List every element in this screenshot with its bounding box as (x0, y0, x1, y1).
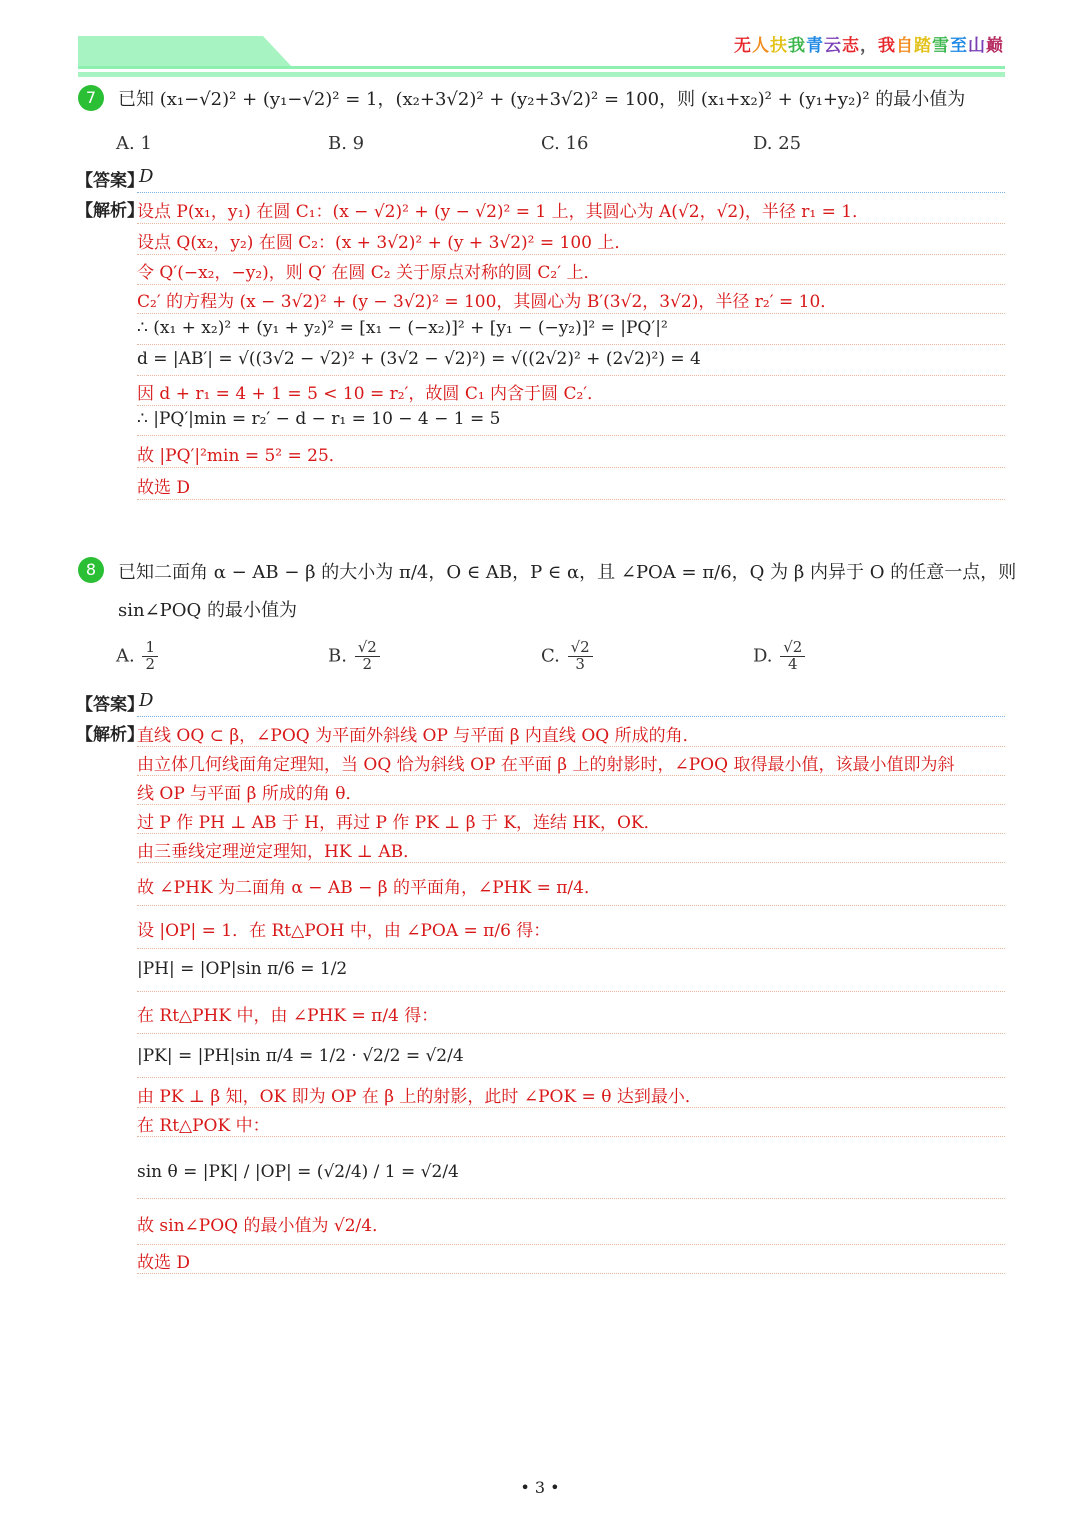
q7-solution-line: 因 d + r₁ = 4 + 1 = 5 < 10 = r₂′，故圆 C₁ 内含于圆 C₂′． (137, 384, 605, 404)
divider (137, 1273, 1005, 1274)
q8-option-letter: A. (116, 645, 135, 667)
q8-solution-line: 直线 OQ ⊂ β，∠POQ 为平面外斜线 OP 与平面 β 内直线 OQ 所成的角． (137, 726, 700, 746)
motto-char: 山 (968, 36, 986, 56)
q8-solution-line: 设 |OP| = 1．在 Rt△POH 中，由 ∠POA = π/6 得： (137, 921, 551, 941)
q7-option-d: D. 25 (753, 133, 802, 154)
fraction-numerator: √2 (568, 640, 593, 657)
motto-char: 无 (734, 36, 752, 56)
q8-solution-line: 在 Rt△PHK 中，由 ∠PHK = π/4 得： (137, 1006, 439, 1026)
q8-solution-line: 过 P 作 PH ⊥ AB 于 H，再过 P 作 PK ⊥ β 于 K，连结 HK，OK． (137, 813, 661, 833)
q8-option-b (328, 640, 382, 673)
q7-analysis-label: 【解析】 (76, 201, 144, 221)
motto-char: 至 (950, 36, 968, 56)
q7-solution-line: d = |AB′| = √((3√2 − √2)² + (3√2 − √2)²) = √((2√2)² + (2√2)²) = 4 (137, 349, 701, 369)
q8-option-c (541, 640, 595, 673)
q8-solution-line: 线 OP 与平面 β 所成的角 θ． (137, 784, 363, 804)
q7-option-b: B. 9 (328, 133, 365, 154)
motto-char: 扶 (770, 36, 788, 56)
divider (137, 375, 1005, 376)
fraction-denominator: 3 (575, 654, 585, 673)
q7-answer-value: D (139, 166, 154, 187)
divider (137, 435, 1005, 436)
motto-char: 我 (878, 36, 896, 56)
question-7-stem: 已知 (x₁−√2)² + (y₁−√2)² = 1，(x₂+3√2)² + (y₂+3√2)² = 100，则 (x₁+x₂)² + (y₁+y₂)² 的最小值为 (118, 89, 966, 110)
header-rule-bottom (78, 72, 1005, 77)
motto-char: 踏 (914, 36, 932, 56)
motto-char: 雪 (932, 36, 950, 56)
header-motto (734, 31, 1004, 56)
header-rule-top (78, 66, 1005, 69)
question-number-8: 8 (78, 557, 104, 583)
q7-solution-line: ∴ (x₁ + x₂)² + (y₁ + y₂)² = [x₁ − (−x₂)]² + [y₁ − (−y₂)]² = |PQ′|² (137, 318, 668, 338)
q8-solution-line: 由三垂线定理逆定理知，HK ⊥ AB． (137, 842, 421, 862)
q7-solution-line: ∴ |PQ′|min = r₂′ − d − r₁ = 10 − 4 − 1 = 5 (137, 409, 501, 429)
q8-option-fraction (355, 640, 380, 673)
motto-char: 巅 (986, 36, 1004, 56)
q8-analysis-label: 【解析】 (76, 725, 144, 745)
q8-option-fraction (568, 640, 593, 673)
q8-solution-line: 由立体几何线面角定理知，当 OQ 恰为斜线 OP 在平面 β 上的射影时，∠POQ 取得最小值，该最小值即为斜 (137, 755, 955, 775)
divider (137, 716, 1005, 717)
divider (137, 284, 1005, 285)
divider (137, 499, 1005, 500)
q8-option-letter: C. (541, 645, 560, 667)
q8-solution-line: 在 Rt△POK 中： (137, 1116, 270, 1136)
divider (137, 1077, 1005, 1078)
motto-char: 志 (842, 36, 860, 56)
motto-char: 自 (896, 36, 914, 56)
q8-option-a (116, 640, 160, 673)
q8-solution-line: 故选 D (137, 1253, 191, 1273)
divider (137, 1198, 1005, 1199)
q8-answer-value: D (139, 690, 154, 711)
question-8-stem-line1: 已知二面角 α − AB − β 的大小为 π/4，O ∈ AB，P ∈ α，且 ∠POA = π/6，Q 为 β 内异于 O 的任意一点，则 (118, 562, 1017, 583)
divider (137, 313, 1005, 314)
divider (137, 1107, 1005, 1108)
motto-char: 青 (806, 36, 824, 56)
q7-solution-line: 设点 Q(x₂，y₂) 在圆 C₂：(x + 3√2)² + (y + 3√2)² = 100 上． (137, 233, 632, 253)
divider (137, 344, 1005, 345)
divider (137, 746, 1005, 747)
divider (137, 804, 1005, 805)
divider (137, 905, 1005, 906)
motto-char: 云 (824, 36, 842, 56)
q8-solution-line: 故 ∠PHK 为二面角 α − AB − β 的平面角，∠PHK = π/4． (137, 878, 601, 898)
question-8-stem-line2: sin∠POQ 的最小值为 (118, 600, 298, 621)
fraction-numerator: 1 (142, 640, 158, 657)
divider (137, 1244, 1005, 1245)
q8-option-fraction (142, 640, 158, 673)
q7-solution-line: 令 Q′(−x₂，−y₂)，则 Q′ 在圆 C₂ 关于原点对称的圆 C₂′ 上． (137, 263, 601, 283)
q7-option-a: A. 1 (116, 133, 152, 154)
divider (137, 862, 1005, 863)
q8-solution-line: 由 PK ⊥ β 知，OK 即为 OP 在 β 上的射影，此时 ∠POK = θ 达到最小． (137, 1087, 702, 1107)
divider (137, 405, 1005, 406)
header-tab-decoration (78, 36, 293, 68)
q7-option-c: C. 16 (541, 133, 589, 154)
divider (137, 223, 1005, 224)
question-number-7: 7 (78, 85, 104, 111)
q7-answer-label: 【答案】 (76, 171, 144, 191)
q8-option-letter: D. (753, 645, 773, 667)
q7-solution-line: C₂′ 的方程为 (x − 3√2)² + (y − 3√2)² = 100，其圆心为 B′(3√2，3√2)，半径 r₂′ = 10． (137, 292, 838, 312)
q8-option-d (753, 640, 807, 673)
fraction-denominator: 2 (362, 654, 373, 673)
fraction-numerator: √2 (780, 640, 805, 657)
motto-char: 人 (752, 36, 770, 56)
q8-solution-line: |PH| = |OP|sin π/6 = 1/2 (137, 959, 348, 979)
motto-char: ， (860, 36, 878, 56)
q8-option-letter: B. (328, 645, 347, 667)
q8-option-fraction (780, 640, 805, 673)
divider (137, 948, 1005, 949)
divider (137, 1136, 1005, 1137)
divider (137, 775, 1005, 776)
page-number: • 3 • (520, 1478, 560, 1497)
q7-solution-line: 设点 P(x₁，y₁) 在圆 C₁：(x − √2)² + (y − √2)² = 1 上，其圆心为 A(√2，√2)，半径 r₁ = 1． (137, 202, 870, 222)
divider (137, 467, 1005, 468)
fraction-numerator: √2 (355, 640, 380, 657)
q8-solution-line: sin θ = |PK| / |OP| = (√2/4) / 1 = √2/4 (137, 1162, 459, 1182)
fraction-denominator: 4 (788, 654, 798, 673)
q8-answer-label: 【答案】 (76, 695, 144, 715)
q8-solution-line: |PK| = |PH|sin π/4 = 1/2 · √2/2 = √2/4 (137, 1046, 464, 1066)
q7-solution-line: 故选 D (137, 478, 191, 498)
q7-solution-line: 故 |PQ′|²min = 5² = 25． (137, 446, 346, 466)
divider (137, 991, 1005, 992)
divider (137, 192, 1005, 193)
q8-solution-line: 故 sin∠POQ 的最小值为 √2/4． (137, 1216, 390, 1236)
fraction-denominator: 2 (145, 654, 156, 673)
divider (137, 833, 1005, 834)
divider (137, 1033, 1005, 1034)
divider (137, 254, 1005, 255)
motto-char: 我 (788, 36, 806, 56)
